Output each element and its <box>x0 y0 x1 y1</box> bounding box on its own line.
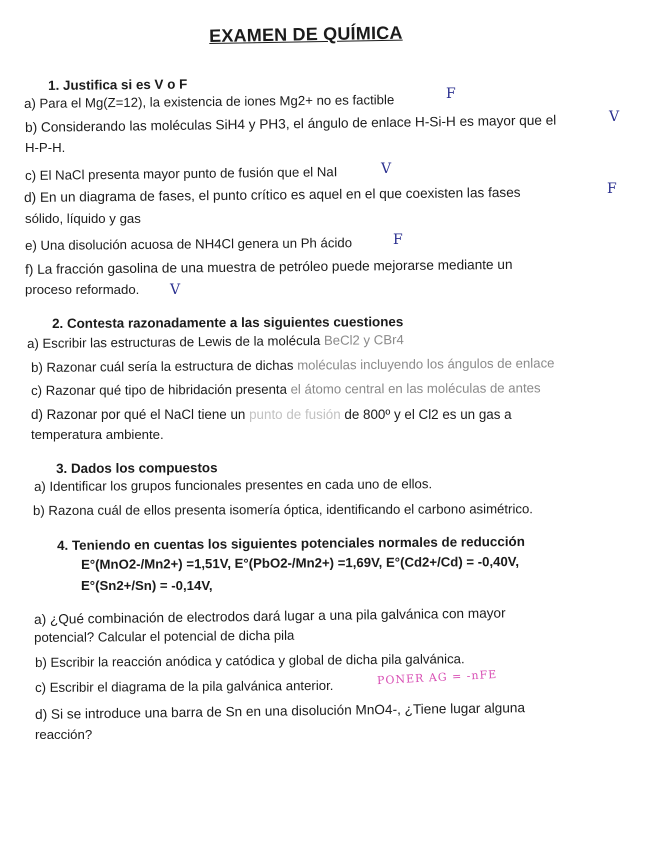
question-2d-text-end: de 800º y el Cl2 es un gas a <box>340 407 512 422</box>
question-4-heading: 4. Teniendo en cuentas los siguientes potenciales normales de reducción <box>57 533 525 553</box>
question-2a-text-start: a) Escribir las estructuras de Lewis de la molécula <box>27 332 324 351</box>
question-4-potentials-line-2: E°(Sn2+/Sn) = -0,14V, <box>81 578 213 593</box>
question-2a-text <box>27 332 404 351</box>
question-4d-continuation: reacción? <box>35 727 93 742</box>
question-4b-text: b) Escribir la reacción anódica y catódica y global de dicha pila galvánica. <box>35 651 465 670</box>
question-1f-continuation: proceso reformado. <box>25 282 140 297</box>
handwritten-mark-1b: V <box>609 109 620 125</box>
question-2a-text-faded: BeCl2 y CBr4 <box>323 332 404 348</box>
question-2d-text-faded: punto de fusión <box>249 407 341 422</box>
question-4-potentials-line-1: E°(MnO2-/Mn2+) =1,51V, E°(PbO2-/Mn2+) =1,69V, E°(Cd2+/Cd) = -0,40V, <box>81 553 520 572</box>
question-1b-text: b) Considerando las moléculas SiH4 y PH3, el ángulo de enlace H-Si-H es mayor que el <box>25 112 557 135</box>
question-1e-text: e) Una disolución acuosa de NH4Cl genera un Ph ácido <box>25 235 353 253</box>
question-3a-text: a) Identificar los grupos funcionales presentes en cada uno de ellos. <box>34 476 433 494</box>
question-1c-text: c) El NaCl presenta mayor punto de fusión que el NaI <box>25 164 338 183</box>
handwritten-mark-1f: V <box>170 282 181 298</box>
question-2d-text-start: d) Razonar por qué el NaCl tiene un <box>31 407 250 422</box>
question-2b-text <box>31 355 555 375</box>
handwritten-mark-1c: V <box>381 161 392 177</box>
question-1d-text: d) En un diagrama de fases, el punto crítico es aquel en el que coexisten las fases <box>24 184 521 205</box>
question-3-heading: 3. Dados los compuestos <box>56 460 218 476</box>
question-1d-continuation: sólido, líquido y gas <box>25 211 141 226</box>
question-1a-text: a) Para el Mg(Z=12), la existencia de iones Mg2+ no es factible <box>24 92 395 111</box>
question-4d-text: d) Si se introduce una barra de Sn en una disolución MnO4-, ¿Tiene lugar alguna <box>35 700 526 722</box>
handwritten-mark-1e: F <box>393 232 403 248</box>
question-3b-text: b) Razona cuál de ellos presenta isomería óptica, identificando el carbono asimétrico. <box>33 501 533 518</box>
question-4a-text: a) ¿Qué combinación de electrodos dará lugar a una pila galvánica con mayor <box>34 605 506 627</box>
question-2b-text-faded: moléculas incluyendo los ángulos de enlace <box>297 355 555 373</box>
question-2-heading: 2. Contesta razonadamente a las siguientes cuestiones <box>52 314 404 331</box>
question-4a-continuation: potencial? Calcular el potencial de dicha pila <box>34 627 295 645</box>
question-1-heading: 1. Justifica si es V o F <box>48 76 188 93</box>
question-1f-text: f) La fracción gasolina de una muestra de petróleo puede mejorarse mediante un <box>25 256 513 277</box>
question-2b-text-start: b) Razonar cuál sería la estructura de dichas <box>31 357 298 375</box>
question-2d-text <box>31 407 512 422</box>
exam-title: EXAMEN DE QUÍMICA <box>209 22 403 46</box>
handwritten-mark-1d: F <box>607 181 617 197</box>
handwritten-note-4c: PONER AG = -nFE <box>376 667 498 688</box>
question-2c-text-faded: el átomo central en las moléculas de antes <box>290 380 541 397</box>
handwritten-mark-1a: F <box>446 86 456 102</box>
question-1b-continuation: H-P-H. <box>25 140 66 155</box>
question-2d-continuation: temperatura ambiente. <box>31 427 164 442</box>
question-2c-text <box>31 380 541 398</box>
question-4c-text: c) Escribir el diagrama de la pila galvánica anterior. <box>35 677 334 695</box>
question-2c-text-start: c) Razonar qué tipo de hibridación presenta <box>31 381 291 398</box>
